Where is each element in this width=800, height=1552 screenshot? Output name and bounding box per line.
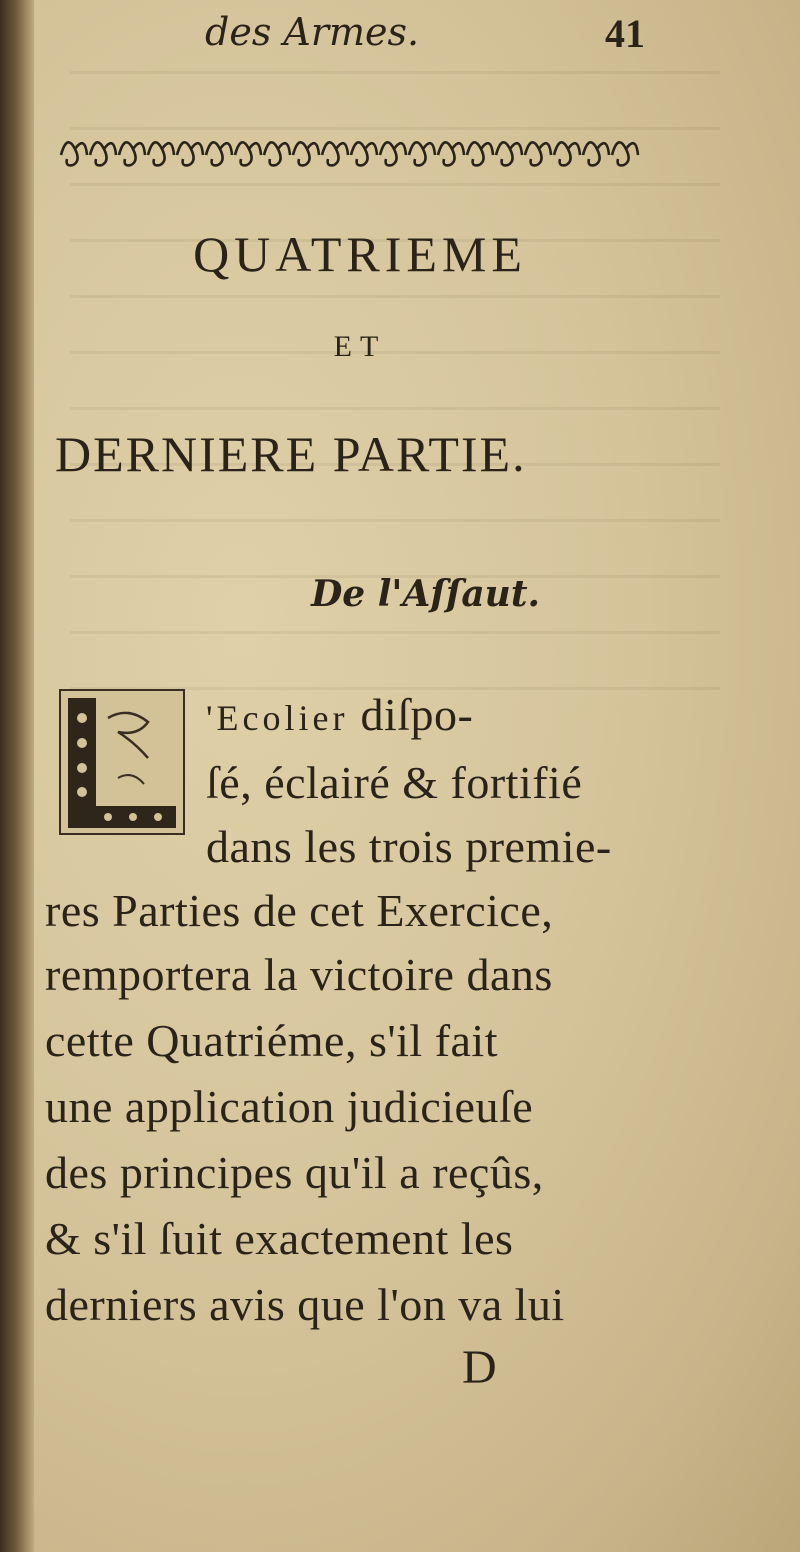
ornament-motif (206, 142, 232, 165)
ornament-motif (293, 142, 319, 165)
ornament-motif (380, 142, 406, 165)
part-title-heading: DERNIERE PARTIE. (55, 426, 527, 482)
ornament-motif (90, 142, 116, 165)
section-title: De l'Aſſaut. (311, 573, 540, 615)
ornament-motif (438, 142, 464, 165)
text-line-1-rest: diſpo- (348, 689, 474, 740)
ornament-motif (119, 142, 145, 165)
text-line-10: derniers avis que l'on va lui (45, 1279, 565, 1330)
text-line-8: des principes qu'il a reçûs, (45, 1147, 544, 1198)
ornament-motif (264, 142, 290, 165)
page-header (205, 4, 645, 62)
text-line-9: & s'il ſuit exactement les (45, 1213, 514, 1264)
text-line-6: cette Quatriéme, s'il fait (45, 1015, 498, 1066)
decorated-initial-L (58, 688, 186, 836)
ornament-motif (525, 142, 551, 165)
text-line-5: remportera la victoire dans (45, 949, 553, 1000)
ornament-motif (322, 142, 348, 165)
running-title: des Armes. (205, 10, 420, 54)
ornament-motif (148, 142, 174, 165)
ornament-motif (235, 142, 261, 165)
text-line-7: une application judicieuſe (45, 1081, 534, 1132)
text-line-3: dans les trois premie- (206, 821, 612, 872)
conjunction-heading: ET (333, 330, 387, 363)
ornament-motif (351, 142, 377, 165)
ornament-motif (177, 142, 203, 165)
catchword: D (462, 1341, 497, 1394)
ornament-motif (612, 142, 638, 165)
part-number-heading: QUATRIEME (193, 226, 527, 282)
ornamental-border (55, 125, 645, 173)
ornament-motif (554, 142, 580, 165)
ornament-motif (409, 142, 435, 165)
text-line-1-smallcaps: 'Ecolier (206, 698, 349, 738)
ornament-motif (61, 142, 87, 165)
ornament-motif (467, 142, 493, 165)
text-line-4: res Parties de cet Exercice, (45, 885, 554, 936)
ornament-motif (583, 142, 609, 165)
ornament-motif (496, 142, 522, 165)
text-line-1 (206, 688, 473, 741)
page-number: 41 (605, 11, 645, 56)
text-line-2: ſé, éclairé & fortifié (206, 757, 583, 808)
